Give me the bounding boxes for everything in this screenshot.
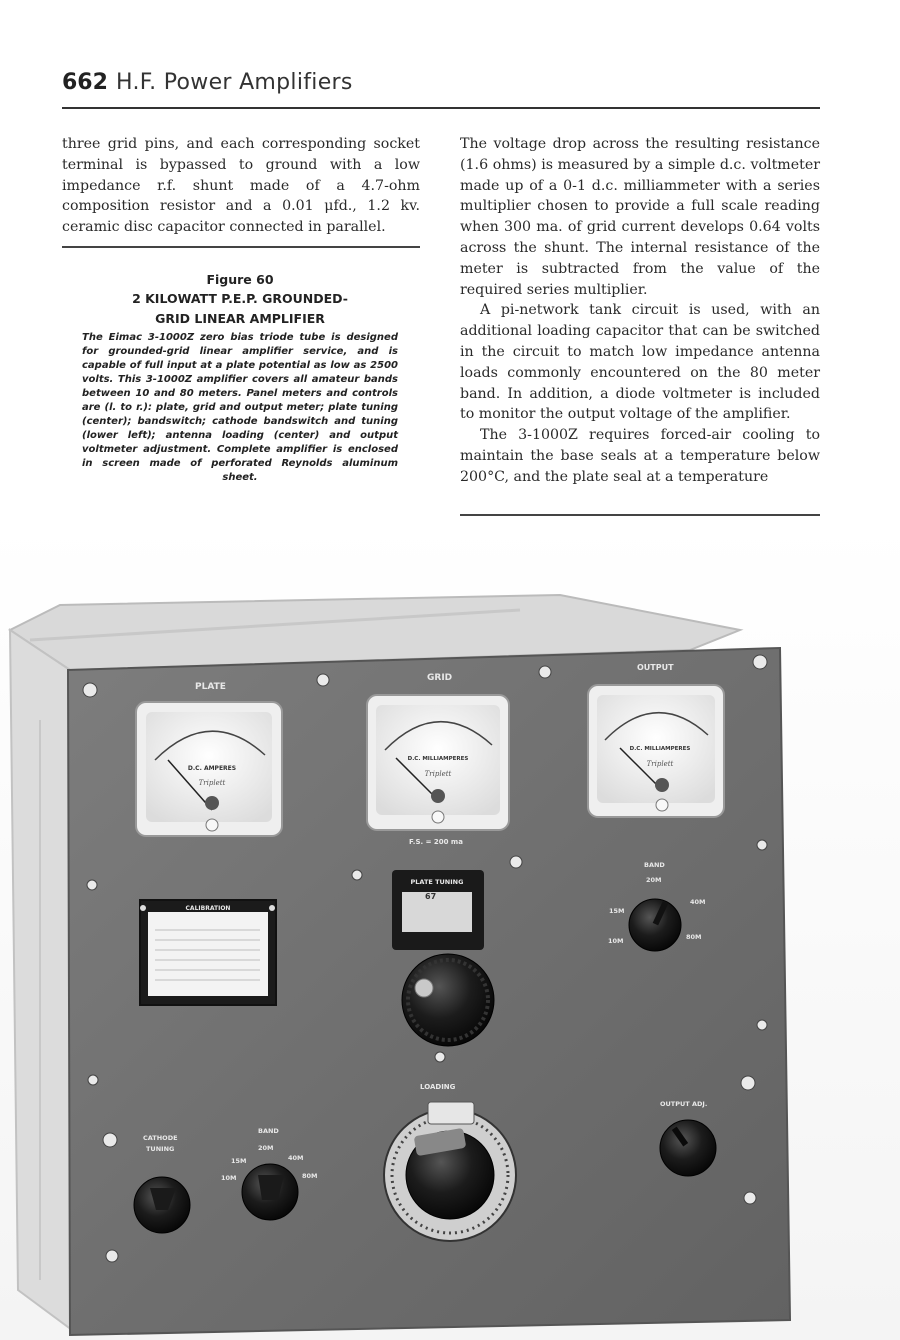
panel-screw-icon xyxy=(753,655,767,669)
meter3-unit: D.C. MILLIAMPERES xyxy=(629,746,691,752)
output-label: OUTPUT xyxy=(637,663,674,672)
loading-label: LOADING xyxy=(420,1083,456,1091)
figure-title-line2: GRID LINEAR AMPLIFIER xyxy=(155,311,325,326)
left-paragraph: three grid pins, and each corresponding socket terminal is bypassed to ground with a low impedance r.f. shunt made of a 4.7-ohm composition resistor and a 0.01 μfd., 1.2 kv. ceramic disc capacitor connected in parallel. xyxy=(62,136,420,236)
band-top-10m: 10M xyxy=(608,937,624,945)
panel-screw-icon xyxy=(539,666,551,678)
right-column-bottom-rule xyxy=(460,514,820,516)
calibration-label: CALIBRATION xyxy=(185,905,231,912)
meter2-brand: Triplett xyxy=(424,770,452,778)
band-top-label: BAND xyxy=(644,861,665,869)
band-top-20m: 20M xyxy=(646,876,662,884)
output-adj-knob[interactable] xyxy=(660,1120,716,1176)
panel-screw-icon xyxy=(744,1192,756,1204)
band-bottom-40m: 40M xyxy=(288,1154,304,1162)
panel-screw-icon xyxy=(106,1250,118,1262)
figure-caption xyxy=(82,272,398,485)
panel-screw-icon xyxy=(741,1076,755,1090)
band-bottom-20m: 20M xyxy=(258,1144,274,1152)
meter2-unit: D.C. MILLIAMPERES xyxy=(407,756,469,762)
meter3-brand: Triplett xyxy=(646,760,674,768)
grid-meter xyxy=(367,695,509,830)
panel-screw-icon xyxy=(317,674,329,686)
meter1-unit: D.C. AMPERES xyxy=(187,765,237,772)
band-bottom-label: BAND xyxy=(258,1127,279,1135)
plate-tuning-value: 67 xyxy=(425,892,437,901)
band-top-80m: 80M xyxy=(686,933,702,941)
band-top-40m: 40M xyxy=(690,898,706,906)
running-title: H.F. Power Amplifiers xyxy=(116,70,353,95)
figure-title-line1: 2 KILOWATT P.E.P. GROUNDED- xyxy=(132,291,348,306)
right-paragraph-3: The 3-1000Z requires forced-air cooling to maintain the base seals at a temperature below 200°C, and the plate seal at a temperature xyxy=(460,427,820,485)
right-paragraph-1: The voltage drop across the resulting resistance (1.6 ohms) is measured by a simple d.c. voltmeter made up of a 0-1 d.c. milliammeter with a series multiplier chosen to provide a full scale reading when 300 ma. of grid current develops 0.64 volts across the shunt. The internal resistance of the meter is subtracted from the value of the required series multiplier. xyxy=(460,136,820,298)
cathode-tuning-label-2: TUNING xyxy=(146,1145,175,1153)
plate-meter xyxy=(136,702,282,836)
panel-screw-icon xyxy=(757,1020,767,1030)
page-number: 662 xyxy=(62,70,108,95)
panel-screw-icon xyxy=(87,880,97,890)
output-meter xyxy=(588,685,724,817)
panel-screw-icon xyxy=(103,1133,117,1147)
grid-label: GRID xyxy=(427,673,453,683)
band-top-15m: 15M xyxy=(609,907,625,915)
header-rule xyxy=(62,107,820,109)
figure-description: The Eimac 3-1000Z zero bias triode tube is designed for grounded-grid linear amplifier service, and is capable of full input at a plate potential as low as 2500 volts. This 3-1000Z amplifier covers all amateur bands between 10 and 80 meters. Panel meters and controls are (l. to r.): plate, grid and output meter; plate tuning (center); bandswitch; cathode bandswitch and tuning (lower left); antenna loading (center) and output voltmeter adjustment. Complete amplifier is enclosed in screen made of perforated Reynolds aluminum sheet. xyxy=(82,332,398,483)
panel-screw-icon xyxy=(88,1075,98,1085)
plate-label: PLATE xyxy=(195,682,226,692)
panel-screw-icon xyxy=(435,1052,445,1062)
calibration-chart xyxy=(140,900,276,1005)
right-column xyxy=(460,134,820,488)
panel-screw-icon xyxy=(352,870,362,880)
cathode-tuning-label-1: CATHODE xyxy=(143,1134,178,1142)
output-adj-label: OUTPUT ADJ. xyxy=(660,1100,708,1108)
meter1-brand: Triplett xyxy=(198,779,226,787)
panel-screw-icon xyxy=(757,840,767,850)
panel-screw-icon xyxy=(83,683,97,697)
left-column xyxy=(62,134,420,238)
band-bottom-80m: 80M xyxy=(302,1172,318,1180)
figure-label: Figure 60 xyxy=(206,272,274,287)
band-bottom-10m: 10M xyxy=(221,1174,237,1182)
plate-tuning-label: PLATE TUNING xyxy=(410,878,464,886)
panel-screw-icon xyxy=(510,856,522,868)
right-paragraph-2: A pi-network tank circuit is used, with an additional loading capacitor that can be switched in the circuit to match low impedance antenna loads commonly encountered on the 80 meter band. In addition, a diode voltmeter is included to monitor the output voltage of the amplifier. xyxy=(460,302,820,423)
full-scale-note: F.S. = 200 ma xyxy=(409,838,463,846)
page-header xyxy=(62,70,820,110)
caption-top-rule xyxy=(62,246,420,248)
band-bottom-15m: 15M xyxy=(231,1157,247,1165)
amplifier-photo xyxy=(0,520,900,1340)
